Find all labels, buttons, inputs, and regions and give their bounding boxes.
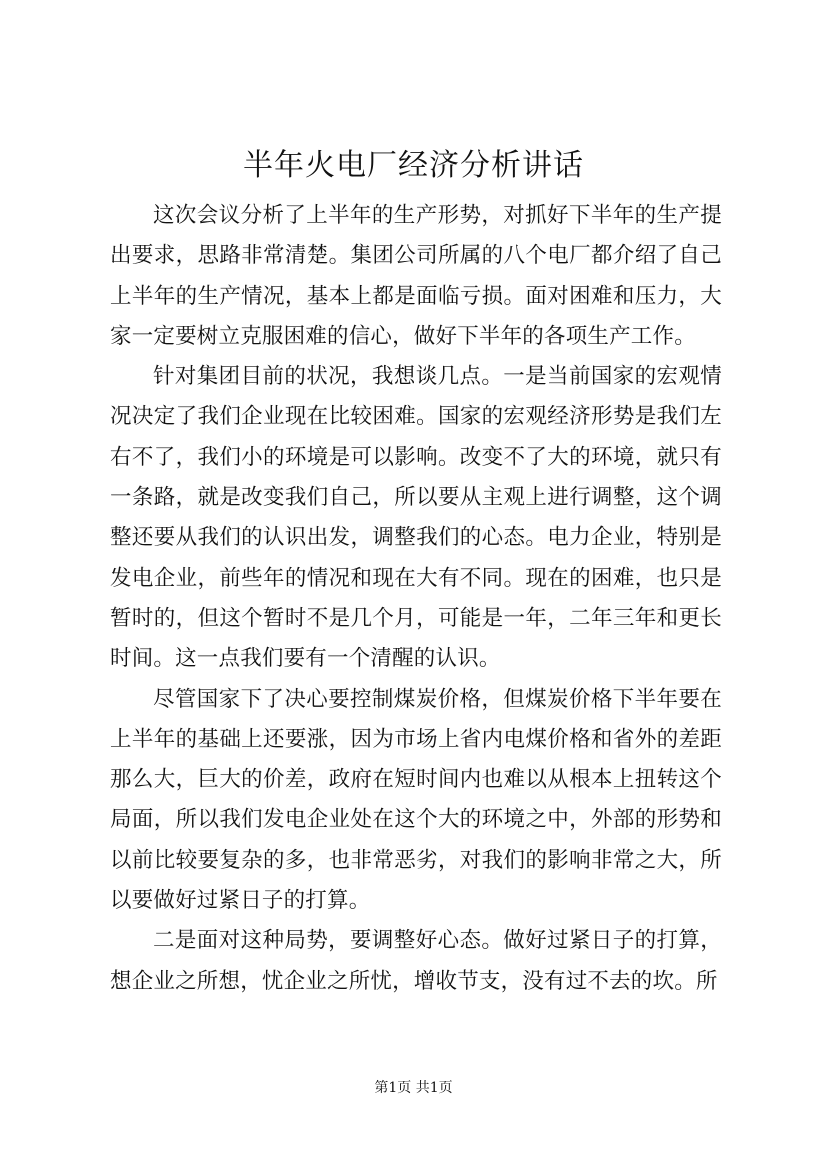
paragraph-1: 这次会议分析了上半年的生产形势，对抓好下半年的生产提出要求，思路非常清楚。集团公司所属的八个电厂都介绍了自己上半年的生产情况，基本上都是面临亏损。面对困难和压力，大家一定要树立克服困难的信心，做好下半年的各项生产工作。 (110, 203, 722, 349)
document-body (110, 196, 722, 1002)
paragraph-4: 二是面对这种局势，要调整好心态。做好过紧日子的打算，想企业之所想，忧企业之所忧，增收节支，没有过不去的坎。所 (110, 928, 722, 994)
paragraph-2: 针对集团目前的状况，我想谈几点。一是当前国家的宏观情况决定了我们企业现在比较困难。国家的宏观经济形势是我们左右不了，我们小的环境是可以影响。改变不了大的环境，就只有一条路，就是改变我们自己，所以要从主观上进行调整，这个调整还要从我们的认识出发，调整我们的心态。电力企业，特别是发电企业，前些年的情况和现在大有不同。现在的困难，也只是暂时的，但这个暂时不是几个月，可能是一年，二年三年和更长时间。这一点我们要有一个清醒的认识。 (110, 364, 722, 672)
document-title: 半年火电厂经济分析讲话 (243, 148, 584, 183)
paragraph-3: 尽管国家下了决心要控制煤炭价格，但煤炭价格下半年要在上半年的基础上还要涨，因为市场上省内电煤价格和省外的差距那么大，巨大的价差，政府在短时间内也难以从根本上扭转这个局面，所以我们发电企业处在这个大的环境之中，外部的形势和以前比较要复杂的多，也非常恶劣，对我们的影响非常之大，所以要做好过紧日子的打算。 (110, 686, 722, 914)
page-footer: 第1页 共1页 (374, 1080, 453, 1096)
